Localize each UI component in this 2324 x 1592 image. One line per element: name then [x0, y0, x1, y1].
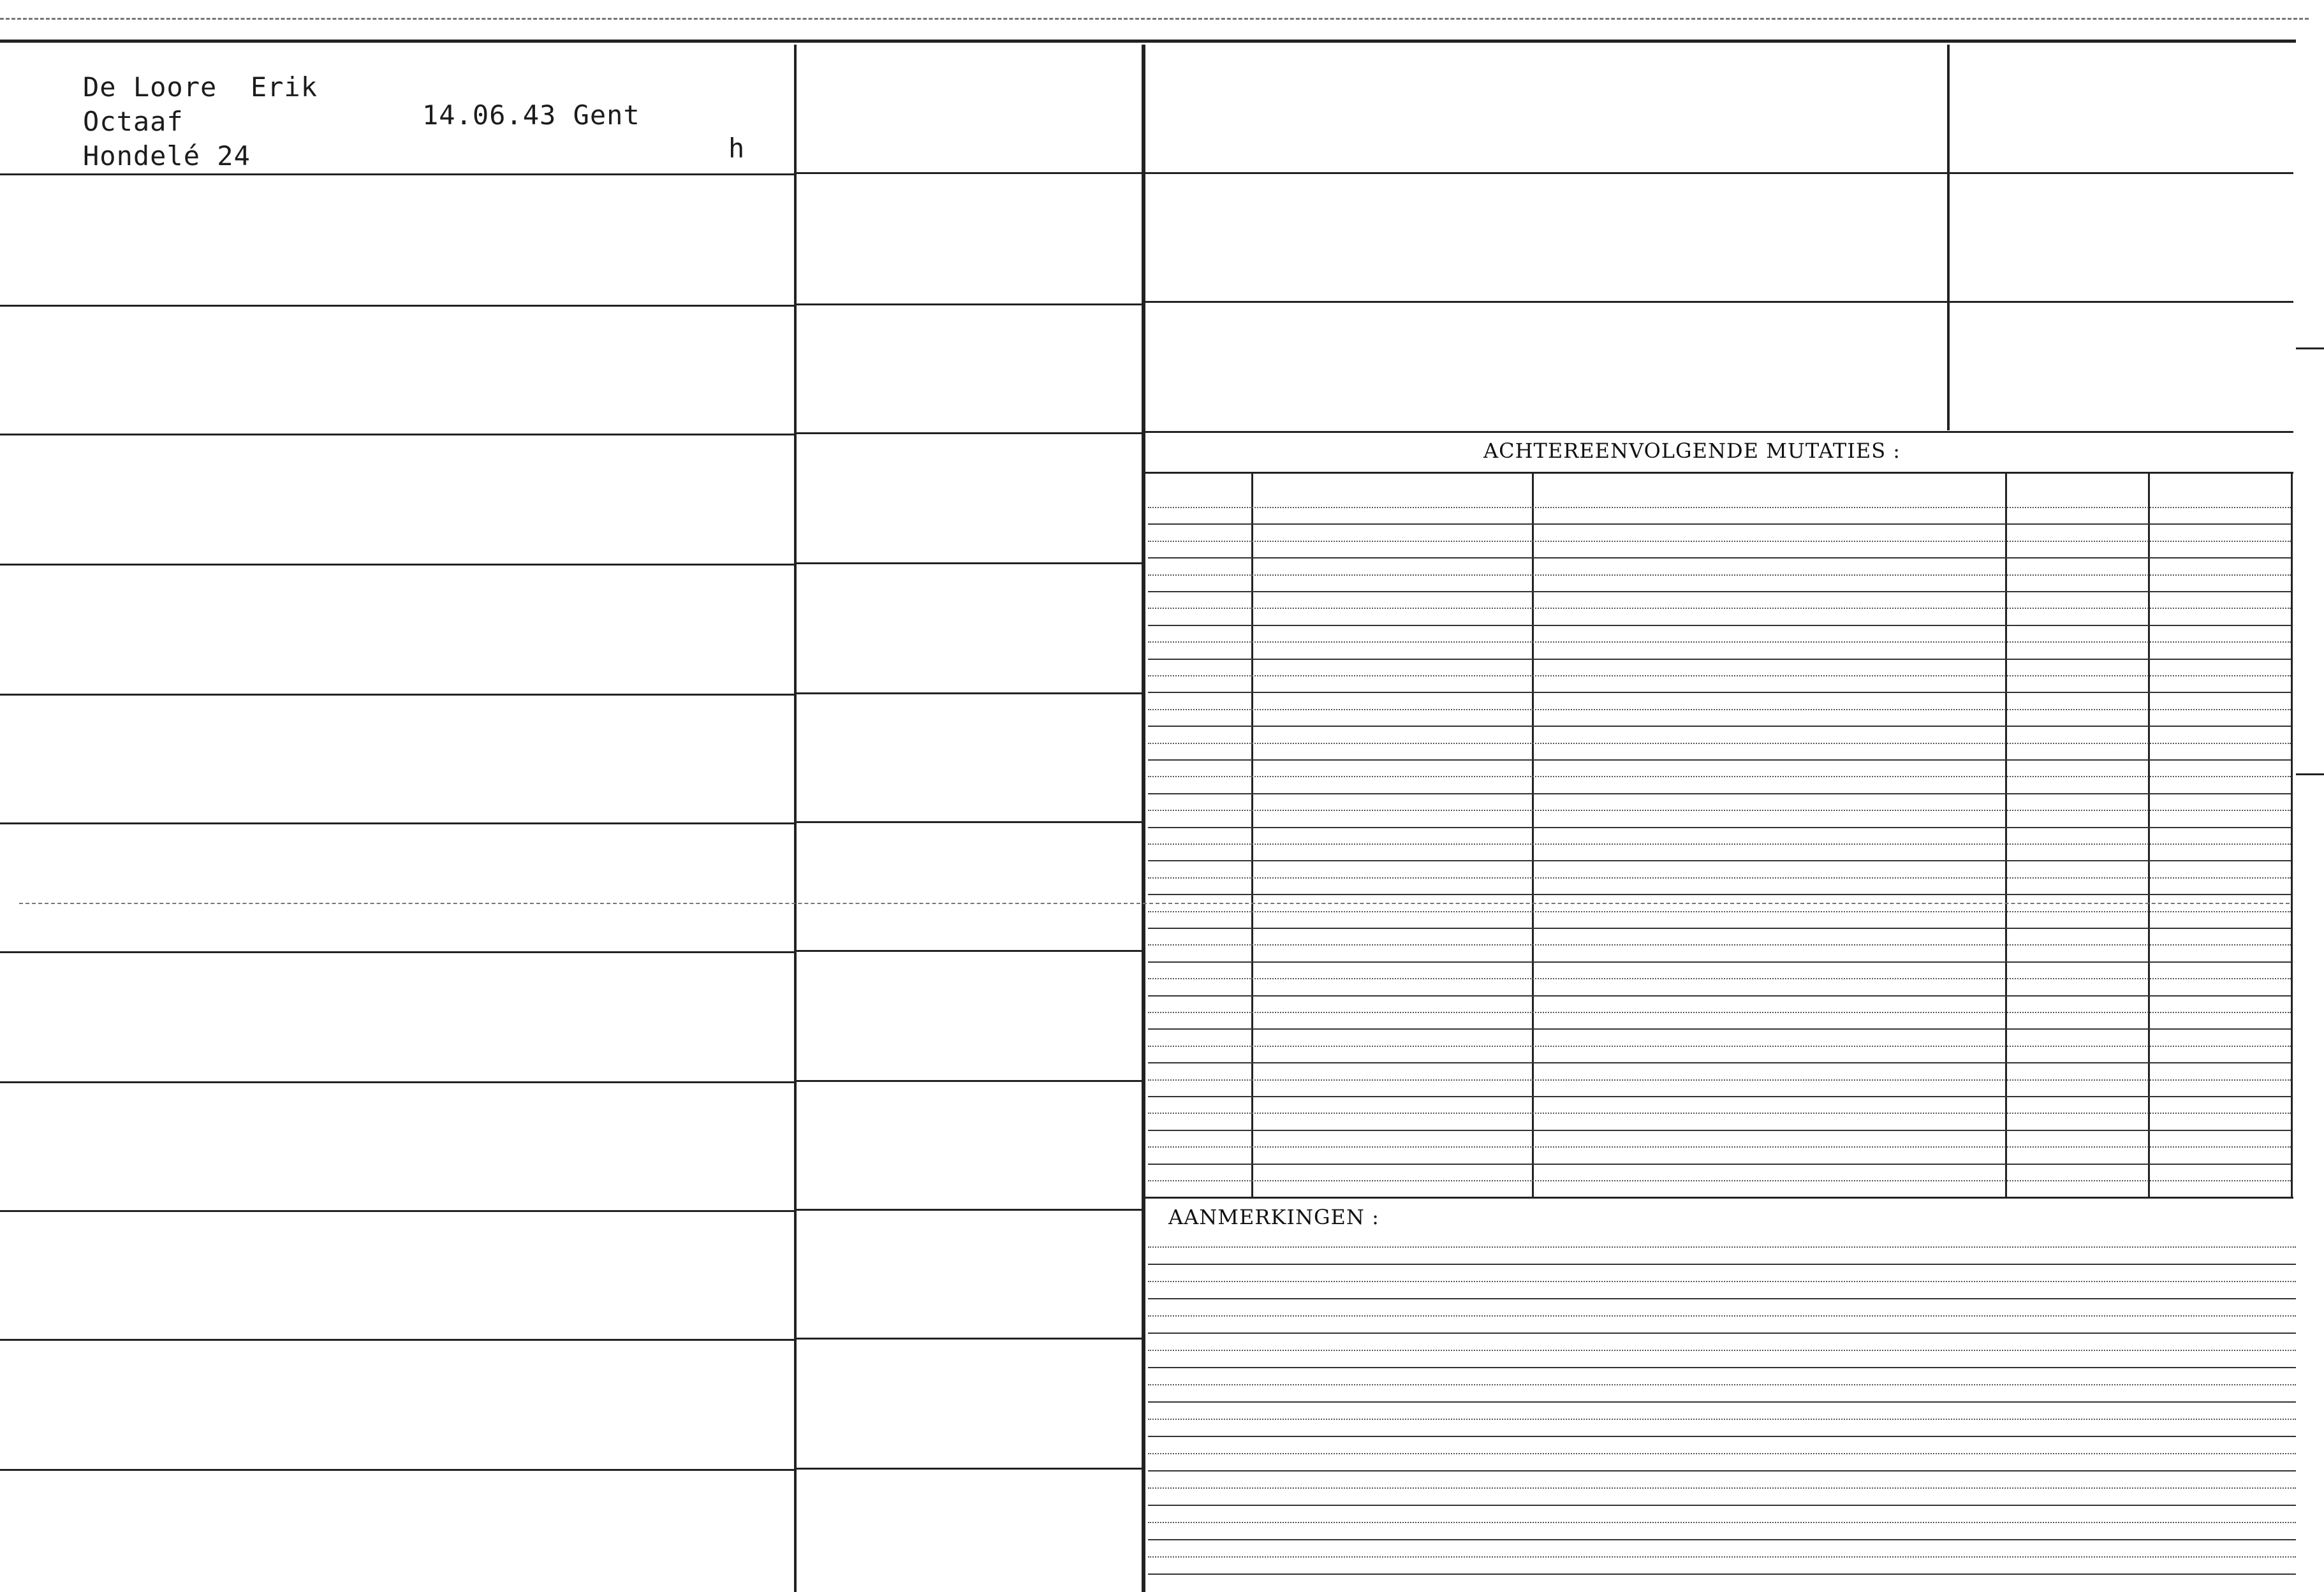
remarks-row-line [1148, 1264, 2296, 1265]
mutations-row-line [1148, 541, 2291, 542]
mutations-row-line [1148, 1146, 2291, 1148]
remarks-row-line [1148, 1487, 2296, 1489]
mutations-heading: ACHTEREENVOLGENDE MUTATIES : [1478, 439, 1906, 463]
mutations-row-line [1148, 1012, 2291, 1013]
top-edge-marks [0, 18, 2309, 20]
remarks-row-line [1148, 1350, 2296, 1351]
mutations-row-line [1148, 810, 2291, 811]
left-row-line [0, 1081, 794, 1083]
remarks-row-line [1148, 1281, 2296, 1282]
middle-row-line [797, 692, 1142, 694]
mutations-row-line [1148, 692, 2291, 693]
middle-row-line [797, 1338, 1142, 1340]
left-row-line [0, 173, 794, 175]
left-row-line [0, 1339, 794, 1341]
remarks-row-line [1148, 1246, 2296, 1248]
mutations-col-5 [2291, 473, 2293, 1197]
upper-right-row-1 [1145, 172, 2293, 174]
middle-row-line [797, 950, 1142, 952]
record-address: Hondelé 24 [83, 140, 251, 172]
left-row-line [0, 951, 794, 953]
mutations-col-3 [2005, 473, 2007, 1197]
mutations-row-line [1148, 608, 2291, 609]
mutations-row-line [1148, 726, 2291, 727]
remarks-row-line [1148, 1453, 2296, 1454]
mutations-row-line [1148, 574, 2291, 576]
remarks-row-line [1148, 1522, 2296, 1523]
mutations-row-line [1148, 1028, 2291, 1030]
mutations-row-line [1148, 1062, 2291, 1063]
middle-row-line [797, 432, 1142, 434]
left-row-line [0, 1210, 794, 1212]
mutations-col-1 [1251, 473, 1253, 1197]
middle-row-line [797, 562, 1142, 564]
remarks-row-line [1148, 1384, 2296, 1385]
registration-mark-upper [2296, 347, 2324, 349]
left-column-divider [794, 45, 797, 1592]
record-marker: h [728, 133, 746, 164]
remarks-row-line [1148, 1436, 2296, 1437]
mutations-header-border [1145, 472, 2293, 474]
mutations-row-line [1148, 743, 2291, 744]
mutations-row-line [1148, 827, 2291, 828]
mutations-row-line [1148, 1079, 2291, 1081]
upper-right-divider [1947, 45, 1950, 430]
remarks-row-line [1148, 1298, 2296, 1299]
mutations-row-line [1148, 1130, 2291, 1131]
left-row-line [0, 694, 794, 696]
left-row-line [0, 434, 794, 435]
top-border [0, 40, 2296, 43]
record-birth: 14.06.43 Gent [422, 99, 640, 131]
mutations-row-line [1148, 961, 2291, 963]
left-row-line [0, 564, 794, 566]
middle-row-line [797, 1080, 1142, 1082]
remarks-row-line [1148, 1556, 2296, 1558]
mutations-row-line [1148, 843, 2291, 845]
mutations-row-line [1148, 507, 2291, 508]
registration-mark-lower [2296, 773, 2324, 775]
left-row-line [0, 822, 794, 824]
remarks-row-line [1148, 1315, 2296, 1317]
mutations-row-line [1148, 625, 2291, 626]
mutations-row-line [1148, 793, 2291, 794]
mutations-row-line [1148, 928, 2291, 929]
mutations-row-line [1148, 1113, 2291, 1114]
middle-row-line [797, 303, 1142, 305]
mutations-row-line [1148, 759, 2291, 761]
mutations-row-line [1148, 659, 2291, 660]
remarks-row-line [1148, 1401, 2296, 1403]
middle-row-line [797, 172, 1142, 174]
record-name: De Loore Erik [83, 71, 318, 103]
middle-row-line [797, 1468, 1142, 1470]
remarks-heading: AANMERKINGEN : [1168, 1205, 1379, 1229]
mutations-row-line [1148, 1046, 2291, 1047]
mutations-row-line [1148, 911, 2291, 912]
mutations-row-line [1148, 1180, 2291, 1181]
upper-right-row-2 [1145, 301, 2293, 303]
mutations-row-line [1148, 641, 2291, 643]
mutations-row-line [1148, 995, 2291, 997]
left-row-line [0, 305, 794, 307]
remarks-row-line [1148, 1419, 2296, 1420]
middle-row-line [797, 821, 1142, 823]
mutations-row-line [1148, 523, 2291, 525]
mutations-top-border [1145, 431, 2293, 433]
middle-column-divider [1142, 45, 1145, 1592]
mutations-row-line [1148, 894, 2291, 895]
remarks-row-line [1148, 1505, 2296, 1506]
mutations-row-line [1148, 1096, 2291, 1097]
mutations-row-line [1148, 877, 2291, 879]
left-row-line [0, 1469, 794, 1471]
remarks-row-line [1148, 1574, 2296, 1575]
mutations-row-line [1148, 978, 2291, 979]
mutations-row-line [1148, 557, 2291, 559]
mutations-bottom-border [1145, 1197, 2293, 1199]
mutations-row-line [1148, 591, 2291, 592]
mutations-row-line [1148, 675, 2291, 676]
record-firstname: Octaaf [83, 106, 184, 137]
remarks-row-line [1148, 1367, 2296, 1368]
scan-artifact-line [19, 903, 2290, 904]
mutations-row-line [1148, 944, 2291, 946]
mutations-row-line [1148, 776, 2291, 777]
mutations-col-2 [1532, 473, 1534, 1197]
mutations-row-line [1148, 1164, 2291, 1165]
remarks-row-line [1148, 1470, 2296, 1472]
middle-row-line [797, 1209, 1142, 1211]
mutations-col-4 [2148, 473, 2150, 1197]
mutations-row-line [1148, 860, 2291, 861]
mutations-row-line [1148, 709, 2291, 710]
remarks-row-line [1148, 1333, 2296, 1334]
remarks-row-line [1148, 1539, 2296, 1540]
